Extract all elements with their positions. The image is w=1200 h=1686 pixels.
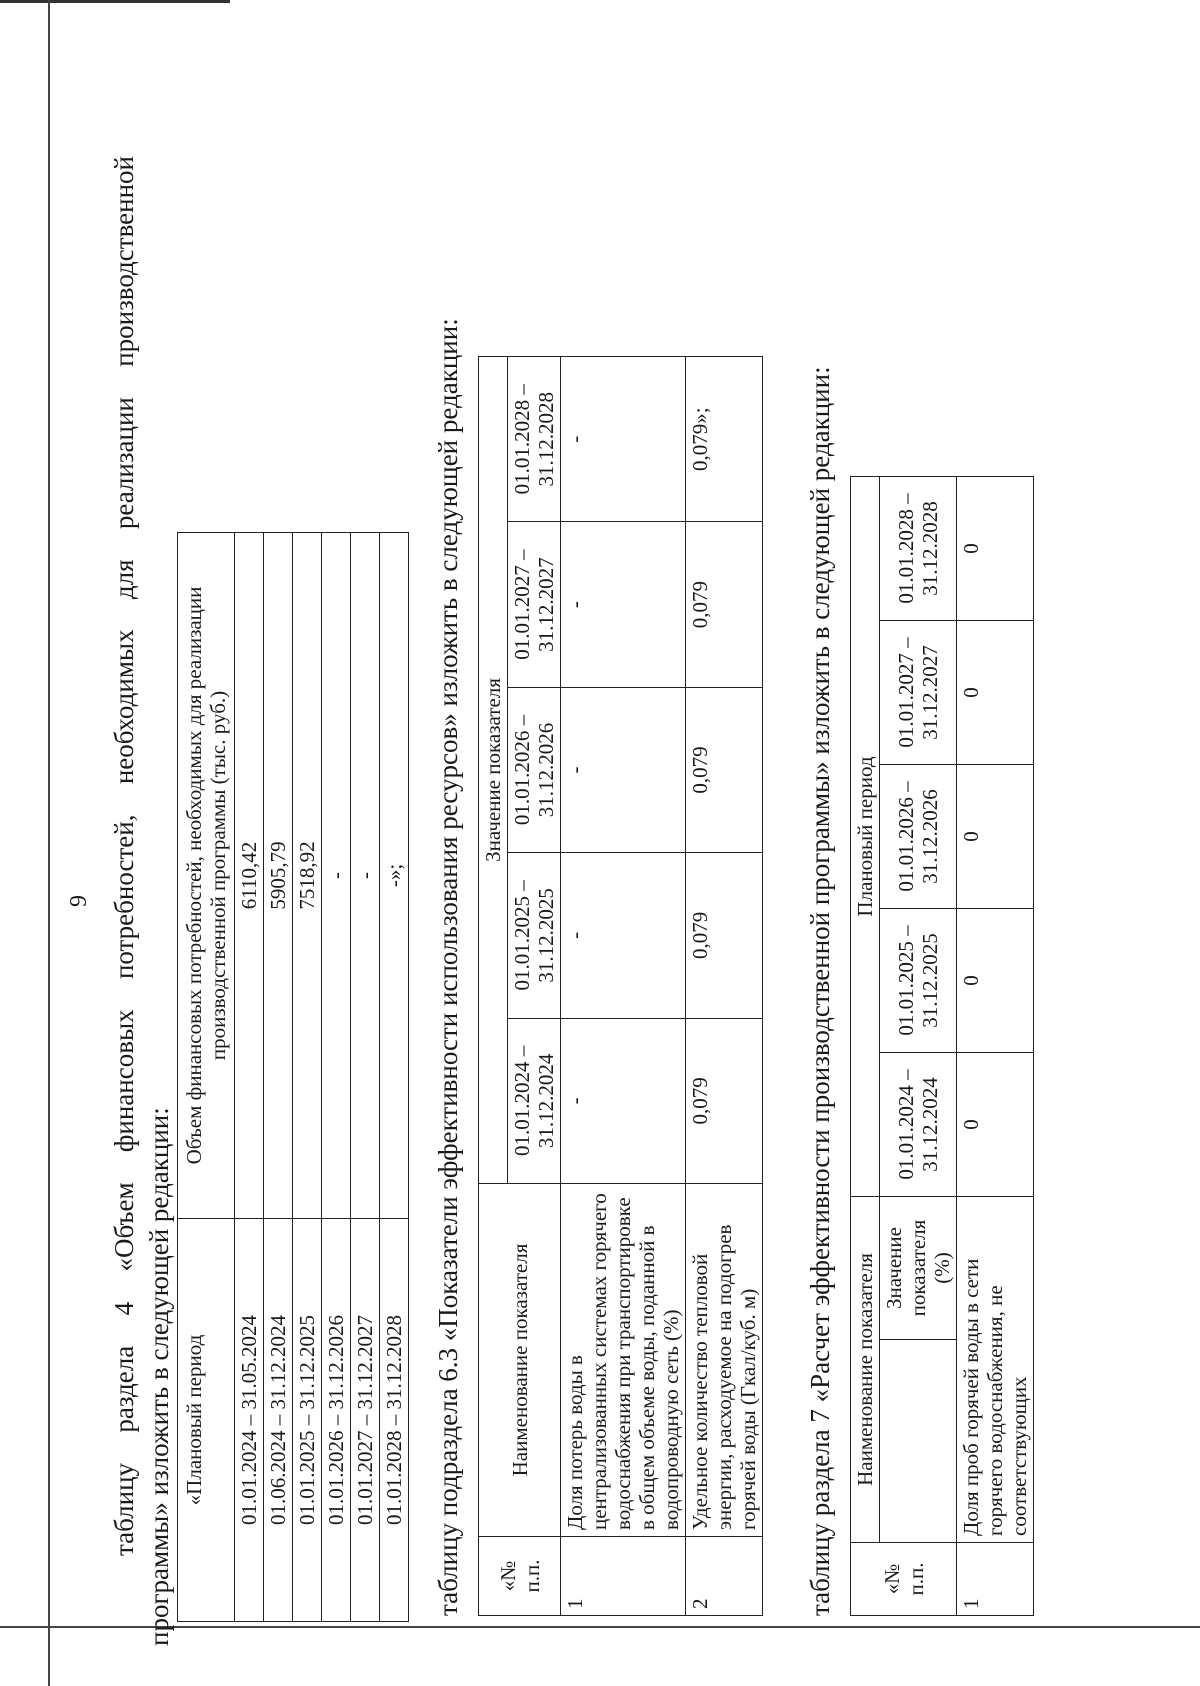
value-cell: -	[351, 533, 380, 1219]
value-cell: 0	[957, 621, 1034, 765]
row-number: 2	[686, 1537, 763, 1616]
indicator-name: Доля проб горячей воды в сети горячего водоснабжения, не соответствующих	[957, 1197, 1034, 1543]
resource-efficiency-table	[478, 356, 763, 1616]
program-efficiency-table	[850, 476, 1034, 1616]
planned-period-header: «Плановый период	[178, 1219, 235, 1622]
value-cell: 0,079»;	[686, 357, 763, 522]
period-header: 01.01.2024 – 31.12.2024	[508, 1018, 561, 1183]
rotated-page	[48, 0, 1198, 1686]
value-cell: -	[561, 522, 686, 687]
period-header: 01.01.2026 – 31.12.2026	[880, 765, 957, 909]
row-number: 1	[561, 1537, 686, 1616]
table-row	[686, 357, 763, 1616]
table-row	[561, 357, 686, 1616]
indicator-name: Доля потерь воды в централизованных системах горячего водоснабжения при транспортировке в общем объеме воды, поданной в водопроводную сеть (%)	[561, 1184, 686, 1537]
period-cell: 01.06.2024 – 31.12.2024	[264, 1219, 293, 1622]
indicator-value-header: Значение показателя (%)	[880, 1197, 957, 1340]
period-cell: 01.01.2025 – 31.12.2025	[293, 1219, 322, 1622]
row-number-header: «№ п.п.	[479, 1537, 561, 1616]
period-header: 01.01.2027 – 31.12.2027	[508, 522, 561, 687]
value-cell: 0	[957, 477, 1034, 621]
period-header: 01.01.2026 – 31.12.2026	[508, 687, 561, 852]
section63-intro: таблицу подраздела 6.3 «Показатели эффективности использования ресурсов» изложить в следующей редакции:	[433, 318, 463, 1616]
value-cell: 0	[957, 765, 1034, 909]
value-cell: 0	[957, 909, 1034, 1053]
row-number: 1	[957, 1543, 1034, 1616]
value-cell: -	[561, 687, 686, 852]
value-cell: -	[561, 853, 686, 1018]
indicator-name: Удельное количество тепловой энергии, расходуемое на подогрев горячей воды (Гкал/куб. м)	[686, 1184, 763, 1537]
indicator-name-header: Наименование показателя	[851, 1197, 880, 1543]
period-cell: 01.01.2024 – 31.05.2024	[235, 1219, 264, 1622]
financial-volume-header: Объем финансовых потребностей, необходимых для реализации производственной программы (тыс. руб.)	[178, 533, 235, 1219]
name-subheader-blank	[880, 1340, 957, 1543]
value-cell: -	[322, 533, 351, 1219]
value-cell: -	[561, 1018, 686, 1183]
table-header-row	[851, 477, 880, 1616]
section4-intro-line1: таблицу раздела 4 «Объем финансовых потребностей, необходимых для реализации производственной	[109, 156, 139, 1556]
period-header: 01.01.2028 – 31.12.2028	[880, 477, 957, 621]
table-row	[264, 533, 293, 1622]
value-cell: 6110,42	[235, 533, 264, 1219]
period-cell: 01.01.2028 – 31.12.2028	[380, 1219, 409, 1622]
period-cell: 01.01.2026 – 31.12.2026	[322, 1219, 351, 1622]
value-cell: 0,079	[686, 687, 763, 852]
indicator-value-header: Значение показателя	[479, 357, 508, 1184]
value-cell: 5905,79	[264, 533, 293, 1219]
period-cell: 01.01.2027 – 31.12.2027	[351, 1219, 380, 1622]
financial-needs-table	[177, 532, 409, 1622]
table-row	[293, 533, 322, 1622]
section4-intro-line2: программы» изложить в следующей редакции:	[144, 1107, 174, 1646]
period-header: 01.01.2024 – 31.12.2024	[880, 1053, 957, 1197]
period-header: 01.01.2027 – 31.12.2027	[880, 621, 957, 765]
value-cell: 7518,92	[293, 533, 322, 1219]
value-cell: -»;	[380, 533, 409, 1219]
table-row	[322, 533, 351, 1622]
page-content	[66, 156, 1034, 1646]
period-header: 01.01.2025 – 31.12.2025	[880, 909, 957, 1053]
table-row	[351, 533, 380, 1622]
indicator-name-header: Наименование показателя	[479, 1184, 561, 1537]
section7-intro: таблицу раздела 7 «Расчет эффективности производственной программы» изложить в следующей редакции:	[805, 366, 835, 1616]
table-header-row	[178, 533, 235, 1622]
table-period-header-row	[880, 477, 957, 1616]
table-row	[957, 477, 1034, 1616]
table-row	[235, 533, 264, 1622]
value-cell: 0,079	[686, 522, 763, 687]
period-header: 01.01.2028 – 31.12.2028	[508, 357, 561, 522]
planned-period-header: Плановый период	[851, 477, 880, 1197]
value-cell: -	[561, 357, 686, 522]
table-row	[380, 533, 409, 1622]
row-number-header: «№ п.п.	[851, 1543, 957, 1616]
value-cell: 0	[957, 1053, 1034, 1197]
value-cell: 0,079	[686, 853, 763, 1018]
page-number: 9	[66, 895, 92, 907]
value-cell: 0,079	[686, 1018, 763, 1183]
period-header: 01.01.2025 – 31.12.2025	[508, 853, 561, 1018]
table-header-row	[479, 357, 508, 1616]
